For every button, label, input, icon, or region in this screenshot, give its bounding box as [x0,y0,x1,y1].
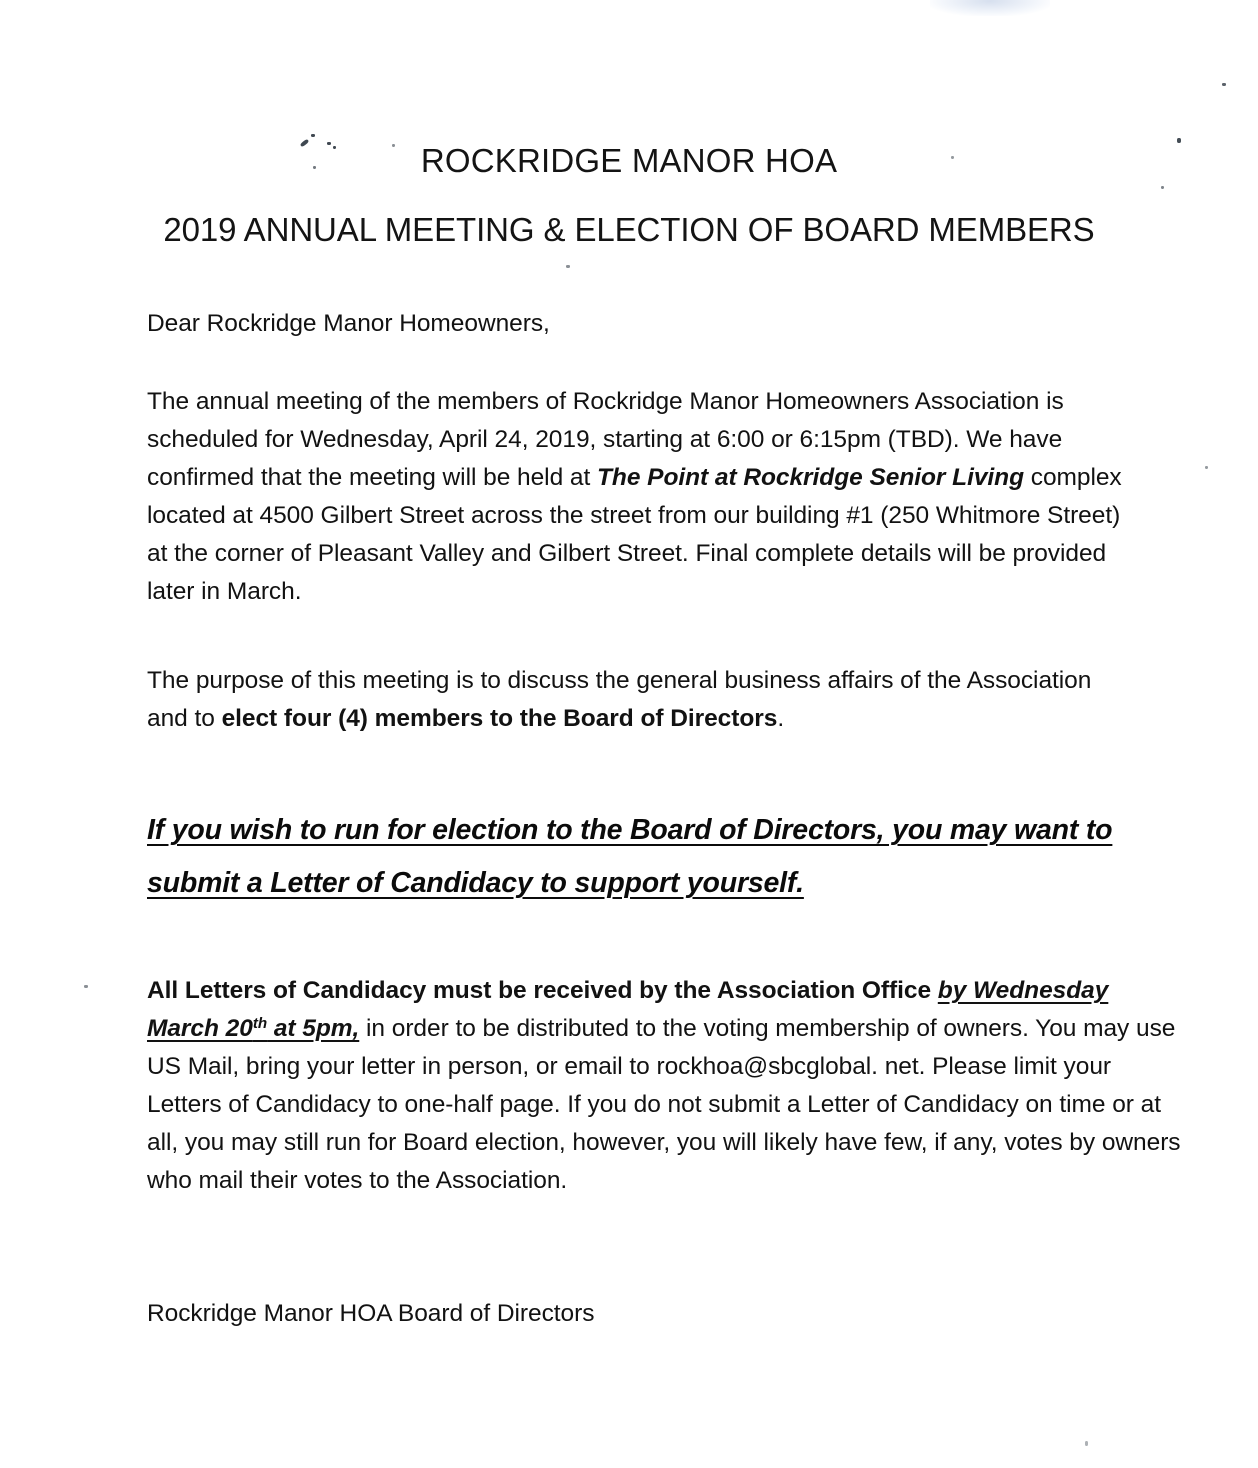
meeting-text-before-venue: The annual meeting of the members of Rockridge Manor Homeowners Association is scheduled for Wednesday, April 24, 2019, starting at 6:00 or 6:15pm (TBD). We have confirmed that the meeting will be held at [147,388,1064,491]
paragraph-meeting-details [147,383,1147,611]
callout-text: If you wish to run for election to the Board of Directors, you may want to submit a Letter of Candidacy to support yourself. [147,814,1113,899]
deadline-tail: at 5pm, [267,1015,360,1042]
letters-text-before-deadline: All Letters of Candidacy must be received by the Association Office [147,977,938,1004]
deadline-lead: by Wednesday March 20 [147,977,1109,1042]
scan-speck [84,985,88,988]
signoff-line: Rockridge Manor HOA Board of Directors [147,1300,595,1327]
scan-speck [566,265,570,268]
paragraph-meeting-purpose [147,662,1107,738]
purpose-text-before-bold: The purpose of this meeting is to discuss the general business affairs of the Association and to [147,667,1092,732]
paragraph-letters-of-candidacy [147,972,1182,1200]
scan-speck [1161,186,1164,189]
scan-smudge-top [930,0,1050,16]
purpose-bold-phrase: elect four (4) members to the Board of Directors [221,705,778,732]
scan-speck [1085,1441,1088,1446]
meeting-text-after-venue: complex located at 4500 Gilbert Street across the street from our building #1 (250 Whitmore Street) at the corner of Pleasant Valley and Gilbert Street. Final complete details will be provided later in March. [147,464,1122,605]
scan-speck [1205,466,1208,469]
venue-name: The Point at Rockridge Senior Living [597,464,1024,491]
salutation: Dear Rockridge Manor Homeowners, [147,310,550,337]
document-subtitle: 2019 ANNUAL MEETING & ELECTION OF BOARD MEMBERS [163,211,1095,248]
scan-speck [1222,83,1226,86]
purpose-text-after-bold: . [777,705,785,732]
letters-text-after-deadline: in order to be distributed to the voting membership of owners. You may use US Mail, bring your letter in person, or email to rockhoa@sbcglobal. net. Please limit your Letters of Candidacy to one-half page. If you do not submit a Letter of Candidacy on time or at all, you may still run for Board election, however, you will likely have few, if any, votes by owners who mail their votes to the Association. [147,1015,1181,1194]
document-title: ROCKRIDGE MANOR HOA [420,142,838,179]
deadline-ordinal-suffix: th [252,1015,268,1033]
callout-candidacy-invitation [147,804,1167,910]
scan-speck [311,134,315,137]
